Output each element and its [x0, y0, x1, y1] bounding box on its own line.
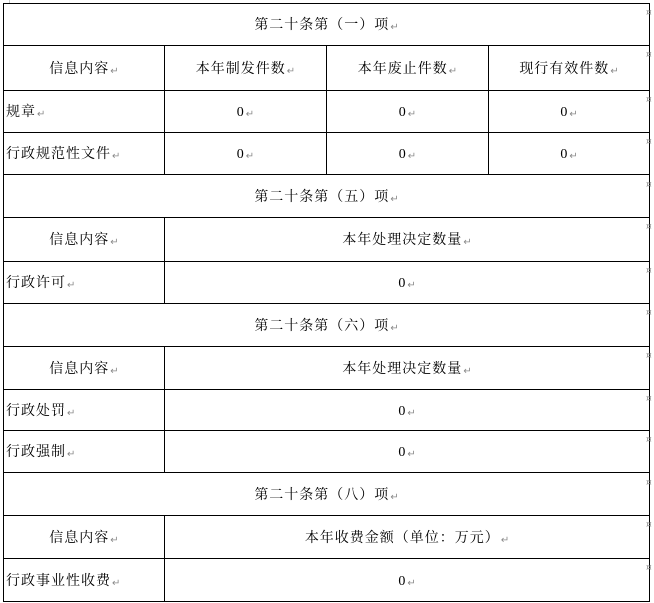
- row-end-mark-icon: ¤: [646, 95, 652, 105]
- value-cell: [165, 91, 327, 133]
- row-end-mark-icon: ¤: [646, 563, 652, 573]
- column-header: 本年收费金额（单位：万元）: [304, 530, 500, 546]
- row-end-mark-icon: ¤: [646, 520, 652, 530]
- cell-value: 0: [236, 147, 245, 162]
- paragraph-mark-icon: ↵: [245, 109, 255, 120]
- section-title: 第二十条第（五）项: [254, 189, 390, 205]
- paragraph-mark-icon: ↵: [110, 365, 119, 377]
- row-label: 行政规范性文件: [6, 147, 111, 162]
- column-header: 本年废止件数: [357, 61, 448, 77]
- value-cell: [165, 133, 327, 175]
- cell-value: 0: [398, 573, 407, 589]
- paragraph-mark-icon: ↵: [390, 491, 399, 503]
- section-title-cell: [4, 473, 650, 516]
- row-label-cell: [4, 91, 165, 133]
- column-header: 信息内容: [49, 233, 110, 248]
- table-row: [4, 390, 650, 431]
- table-row: [4, 473, 650, 516]
- table-row: [4, 4, 650, 46]
- column-header: 现行有效件数: [519, 61, 610, 77]
- paragraph-mark-icon: ↵: [407, 280, 416, 291]
- value-cell: [165, 262, 650, 304]
- row-end-mark-icon: ¤: [646, 308, 652, 318]
- cell-value: 0: [560, 147, 569, 162]
- paragraph-mark-icon: ↵: [390, 193, 399, 205]
- paragraph-mark-icon: ↵: [110, 65, 119, 77]
- row-label: 规章: [6, 105, 36, 120]
- row-label: 行政许可: [6, 276, 66, 291]
- paragraph-mark-icon: ↵: [500, 534, 510, 546]
- row-label-cell: [4, 262, 165, 304]
- section-title: 第二十条第（八）项: [254, 487, 390, 503]
- value-cell: [165, 431, 650, 473]
- row-end-mark-icon: ¤: [646, 435, 652, 445]
- row-label: 行政处罚: [6, 403, 66, 419]
- table-row: [4, 262, 650, 304]
- statistics-table: [3, 3, 650, 602]
- cell-value: 0: [398, 445, 407, 460]
- row-end-mark-icon: ¤: [646, 8, 652, 18]
- table-row: [4, 516, 650, 559]
- paragraph-mark-icon: ↵: [569, 151, 578, 162]
- paragraph-mark-icon: ↵: [610, 65, 619, 77]
- value-cell: [327, 91, 489, 133]
- paragraph-mark-icon: ↵: [110, 534, 119, 546]
- column-header-cell: [4, 218, 165, 262]
- paragraph-mark-icon: ↵: [463, 365, 472, 377]
- row-label-cell: [4, 133, 165, 175]
- value-cell: [165, 559, 650, 602]
- column-header-cell: [165, 218, 650, 262]
- table-row: [4, 347, 650, 390]
- paragraph-mark-icon: ↵: [448, 65, 458, 77]
- column-header-cell: [165, 347, 650, 390]
- paragraph-mark-icon: ↵: [112, 151, 121, 162]
- column-header-cell: [4, 347, 165, 390]
- cell-value: 0: [236, 105, 245, 120]
- table-row: [4, 133, 650, 175]
- section-title: 第二十条第（一）项: [254, 18, 390, 33]
- paragraph-mark-icon: ↵: [390, 22, 399, 33]
- paragraph-mark-icon: ↵: [67, 280, 76, 291]
- row-label-cell: [4, 390, 165, 431]
- value-cell: [165, 390, 650, 431]
- row-end-mark-icon: ¤: [646, 394, 652, 404]
- paragraph-mark-icon: ↵: [407, 577, 416, 589]
- paragraph-mark-icon: ↵: [110, 237, 119, 248]
- paragraph-mark-icon: ↵: [67, 449, 76, 460]
- section-title-cell: [4, 4, 650, 46]
- column-header-cell: [165, 516, 650, 559]
- table-row: [4, 218, 650, 262]
- cell-value: 0: [398, 147, 407, 162]
- column-header: 本年制发件数: [195, 61, 286, 77]
- value-cell: [327, 133, 489, 175]
- cell-value: 0: [560, 105, 569, 120]
- table-row: [4, 91, 650, 133]
- paragraph-mark-icon: ↵: [407, 449, 416, 460]
- row-label-cell: [4, 431, 165, 473]
- table-row: [4, 304, 650, 347]
- cell-value: 0: [398, 403, 407, 419]
- row-end-mark-icon: ¤: [646, 180, 652, 190]
- column-header-cell: [4, 46, 165, 91]
- row-end-mark-icon: ¤: [646, 266, 652, 276]
- cell-value: 0: [398, 105, 407, 120]
- paragraph-mark-icon: ↵: [407, 407, 416, 419]
- value-cell: [489, 91, 650, 133]
- paragraph-mark-icon: ↵: [390, 322, 399, 334]
- table-row: [4, 559, 650, 602]
- row-end-mark-icon: ¤: [646, 137, 652, 147]
- paragraph-mark-icon: ↵: [245, 151, 255, 162]
- paragraph-mark-icon: ↵: [463, 237, 472, 248]
- table-row: [4, 431, 650, 473]
- value-cell: [489, 133, 650, 175]
- paragraph-mark-icon: ↵: [407, 109, 417, 120]
- row-label-cell: [4, 559, 165, 602]
- paragraph-mark-icon: ↵: [286, 65, 296, 77]
- paragraph-mark-icon: ↵: [569, 109, 578, 120]
- paragraph-mark-icon: ↵: [67, 407, 76, 419]
- column-header: 信息内容: [49, 61, 110, 77]
- row-end-mark-icon: ¤: [646, 222, 652, 232]
- section-title-cell: [4, 175, 650, 218]
- section-title-cell: [4, 304, 650, 347]
- table-row: [4, 175, 650, 218]
- column-header-cell: [327, 46, 489, 91]
- column-header: 信息内容: [49, 361, 110, 377]
- row-end-mark-icon: ¤: [646, 351, 652, 361]
- paragraph-mark-icon: ↵: [407, 151, 417, 162]
- cell-value: 0: [398, 276, 407, 291]
- paragraph-mark-icon: ↵: [37, 109, 46, 120]
- column-header-cell: [165, 46, 327, 91]
- table-row: [4, 46, 650, 91]
- column-header-cell: [4, 516, 165, 559]
- section-title: 第二十条第（六）项: [254, 318, 390, 334]
- column-header-cell: [489, 46, 650, 91]
- row-end-mark-icon: ¤: [646, 50, 652, 60]
- row-end-mark-icon: ¤: [646, 478, 652, 488]
- column-header: 信息内容: [49, 530, 110, 546]
- paragraph-mark-icon: ↵: [112, 577, 121, 589]
- row-label: 行政事业性收费: [6, 573, 111, 589]
- column-header: 本年处理决定数量: [342, 233, 463, 248]
- column-header: 本年处理决定数量: [342, 361, 463, 377]
- row-label: 行政强制: [6, 445, 66, 460]
